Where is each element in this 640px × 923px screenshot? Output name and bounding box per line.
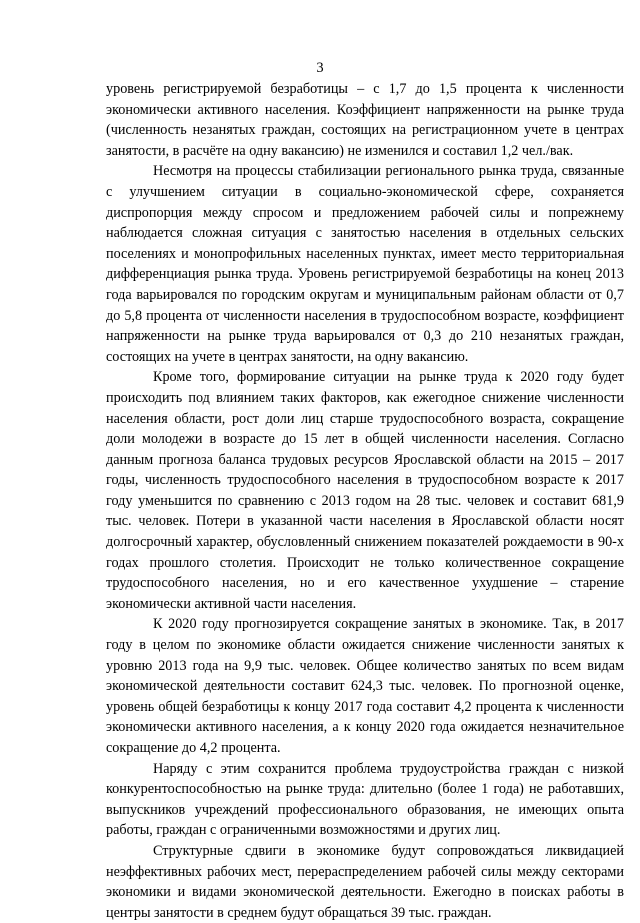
paragraph-employment-forecast: К 2020 году прогнозируется сокращение занятых в экономике. Так, в 2017 году в целом по экономике области ожидается снижение численности занятых к уровню 2013 года на 9,9 тыс. человек. Общее количество занятых по всем видам экономической деятельности составит 624,3 тыс. человек. По прогнозной оценке, уровень общей безработицы к концу 2017 года составит 4,2 процента к численности экономически активного населения, а к концу 2020 года ожидается незначительное сокращение до 4,2 процента. (106, 616, 624, 756)
page-number: 3 (316, 60, 324, 76)
document-body (106, 79, 624, 923)
paragraph-structural-shifts: Структурные сдвиги в экономике будут сопровождаться ликвидацией неэффективных рабочих мест, перераспределением рабочей силы между секторами экономики и видами экономической деятельности. Ежегодно в поисках работы в центры занятости в среднем будут обращаться 39 тыс. граждан. (106, 842, 624, 921)
paragraph-low-competitiveness: Наряду с этим сохранится проблема трудоустройства граждан с низкой конкурентоспособностью на рынке труда: длительно (более 1 года) не работавших, выпускников учреждений профессионального образования, не имеющих опыта работы, граждан с ограниченными возможностями и других лиц. (106, 760, 624, 839)
paragraph-unemployment-level: уровень регистрируемой безработицы – с 1,7 до 1,5 процента к численности экономически активного населения. Коэффициент напряженности на рынке труда (численность незанятых граждан, состоящих на регистрационном учете в центрах занятости, в расчёте на одну вакансию) не изменился и составил 1,2 чел./вак. (106, 81, 624, 159)
paragraph-regional-disproportion: Несмотря на процессы стабилизации регионального рынка труда, связанные с улучшением ситуации в социально-экономической сфере, сохраняется диспропорция между спросом и предложением рабочей силы и попрежнему наблюдается сложная ситуация с занятостью населения в отдельных сельских поселениях и монопрофильных населенных пунктах, имеет место территориальная дифференциация рынка труда. Уровень регистрируемой безработицы на конец 2013 года варьировался по городским округам и муниципальным районам области от 0,7 до 5,8 процента от численности населения в трудоспособном возрасте, коэффициент напряженности на рынке труда варьировался от 0,3 до 210 незанятых граждан, состоящих на учете в центрах занятости, на одну вакансию. (106, 163, 624, 365)
paragraph-labor-factors: Кроме того, формирование ситуации на рынке труда к 2020 году будет происходить под влиянием таких факторов, как ежегодное снижение численности населения области, рост доли лиц старше трудоспособного возраста, сокращение доли молодежи в возрасте до 15 лет в общей численности населения. Согласно данным прогноза баланса трудовых ресурсов Ярославской области на 2015 – 2017 годы, численность трудоспособного населения в трудоспособном возрасте к 2017 году уменьшится по сравнению с 2013 годом на 28 тыс. человек и составит 681,9 тыс. человек. Потери в указанной части населения в Ярославской области носят долгосрочный характер, обусловленный снижением показателей рождаемости в 90-х годах прошлого столетия. Происходит не только количественное сокращение трудоспособного населения, но и его качественное ухудшение – старение экономически активной части населения. (106, 369, 624, 612)
